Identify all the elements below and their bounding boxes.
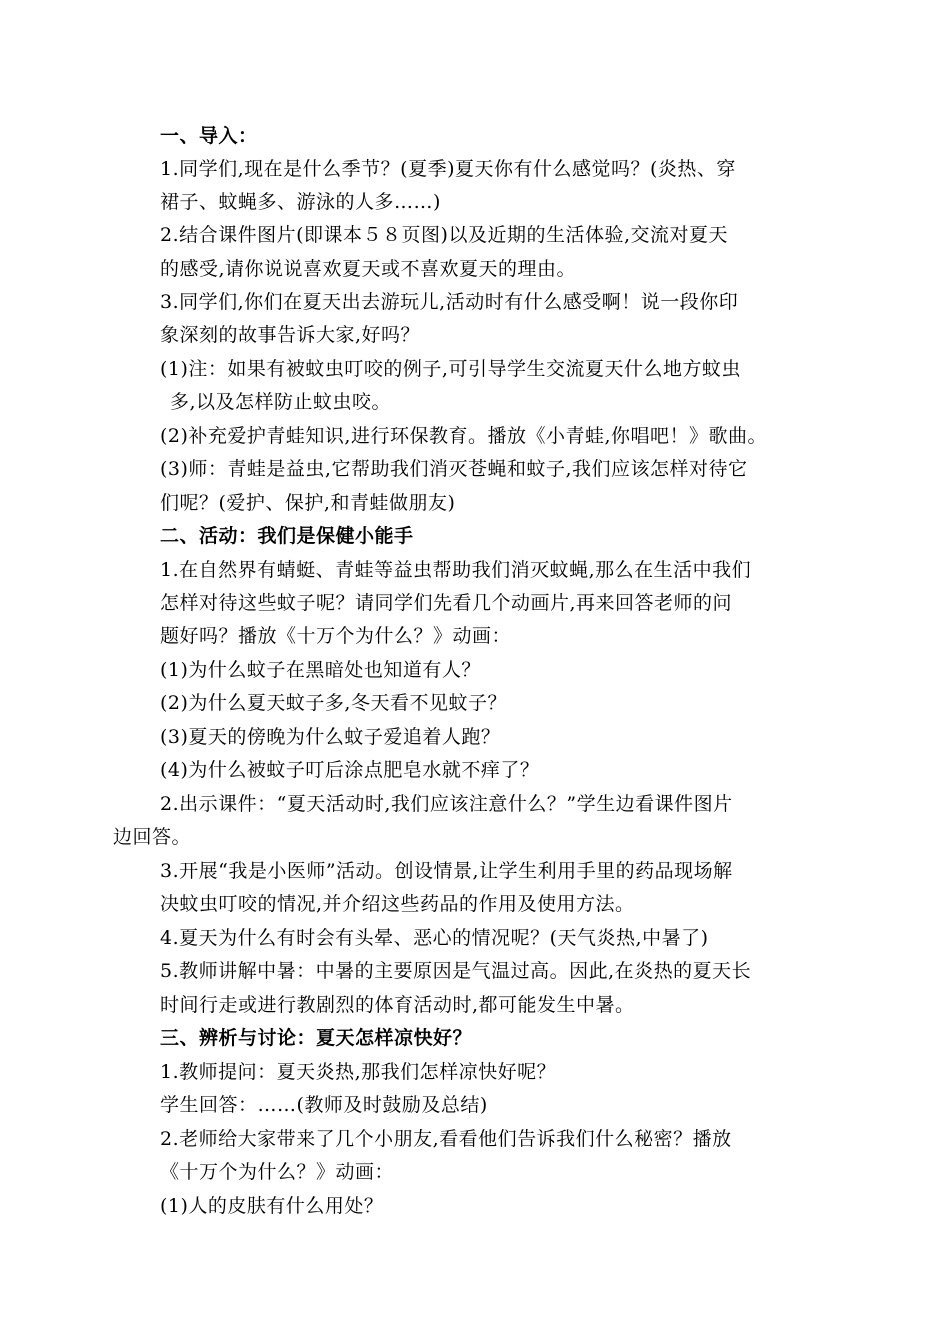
section-heading: 一、导入： bbox=[160, 125, 258, 147]
paragraph-line: (1)注：如果有被蚊虫叮咬的例子,可引导学生交流夏天什么地方蚊虫 bbox=[160, 358, 741, 380]
paragraph-line: 《十万个为什么？》动画： bbox=[160, 1161, 395, 1183]
paragraph-line: (3)师：青蛙是益虫,它帮助我们消灭苍蝇和蚊子,我们应该怎样对待它 bbox=[160, 458, 748, 480]
paragraph-line: 2.结合课件图片(即课本５８页图)以及近期的生活体验,交流对夏天 bbox=[160, 224, 728, 246]
paragraph-line: 学生回答：……(教师及时鼓励及总结) bbox=[160, 1094, 488, 1116]
paragraph-line: 多,以及怎样防止蚊虫咬。 bbox=[170, 391, 392, 413]
paragraph-line: 1.同学们,现在是什么季节？(夏季)夏天你有什么感觉吗？(炎热、穿 bbox=[160, 158, 736, 180]
section-heading: 二、活动：我们是保健小能手 bbox=[160, 525, 414, 547]
paragraph-line: 4.夏天为什么有时会有头晕、恶心的情况呢？(天气炎热,中暑了) bbox=[160, 927, 709, 949]
paragraph-line: (2)为什么夏天蚊子多,冬天看不见蚊子？ bbox=[160, 692, 507, 714]
paragraph-line: 2.出示课件：“夏天活动时,我们应该注意什么？”学生边看课件图片 bbox=[160, 793, 733, 815]
paragraph-line: (3)夏天的傍晚为什么蚊子爱追着人跑？ bbox=[160, 726, 501, 748]
paragraph-line: 2.老师给大家带来了几个小朋友,看看他们告诉我们什么秘密？播放 bbox=[160, 1128, 732, 1150]
paragraph-line: 3.同学们,你们在夏天出去游玩儿,活动时有什么感受啊！说一段你印 bbox=[160, 291, 739, 313]
paragraph-line: (1)为什么蚊子在黑暗处也知道有人？ bbox=[160, 659, 481, 681]
paragraph-line: 1.在自然界有蜻蜓、青蛙等益虫帮助我们消灭蚊蝇,那么在生活中我们 bbox=[160, 559, 752, 581]
paragraph-line: 时间行走或进行教剧烈的体育活动时,都可能发生中暑。 bbox=[160, 994, 635, 1016]
paragraph-line: 决蚊虫叮咬的情况,并介绍这些药品的作用及使用方法。 bbox=[160, 893, 635, 915]
section-heading: 三、辨析与讨论：夏天怎样凉快好？ bbox=[160, 1027, 473, 1049]
paragraph-line: 裙子、蚊蝇多、游泳的人多……) bbox=[160, 191, 441, 213]
paragraph-line: 3.开展“我是小医师”活动。创设情景,让学生利用手里的药品现场解 bbox=[160, 860, 733, 882]
paragraph-line: 象深刻的故事告诉大家,好吗？ bbox=[160, 324, 421, 346]
paragraph-line: (2)补充爱护青蛙知识,进行环保教育。播放《小青蛙,你唱吧！》歌曲。 bbox=[160, 425, 767, 447]
paragraph-line: 边回答。 bbox=[113, 826, 192, 848]
paragraph-line: 们呢？(爱护、保护,和青蛙做朋友) bbox=[160, 492, 456, 514]
paragraph-line: 怎样对待这些蚊子呢？请同学们先看几个动画片,再来回答老师的问 bbox=[160, 592, 733, 614]
paragraph-line: 的感受,请你说说喜欢夏天或不喜欢夏天的理由。 bbox=[160, 258, 577, 280]
paragraph-line: 1.教师提问：夏天炎热,那我们怎样凉快好呢？ bbox=[160, 1061, 557, 1083]
paragraph-line: 5.教师讲解中暑：中暑的主要原因是气温过高。因此,在炎热的夏天长 bbox=[160, 960, 752, 982]
paragraph-line: (1)人的皮肤有什么用处？ bbox=[160, 1195, 384, 1217]
paragraph-line: (4)为什么被蚊子叮后涂点肥皂水就不痒了？ bbox=[160, 759, 540, 781]
paragraph-line: 题好吗？播放《十万个为什么？》动画： bbox=[160, 625, 512, 647]
